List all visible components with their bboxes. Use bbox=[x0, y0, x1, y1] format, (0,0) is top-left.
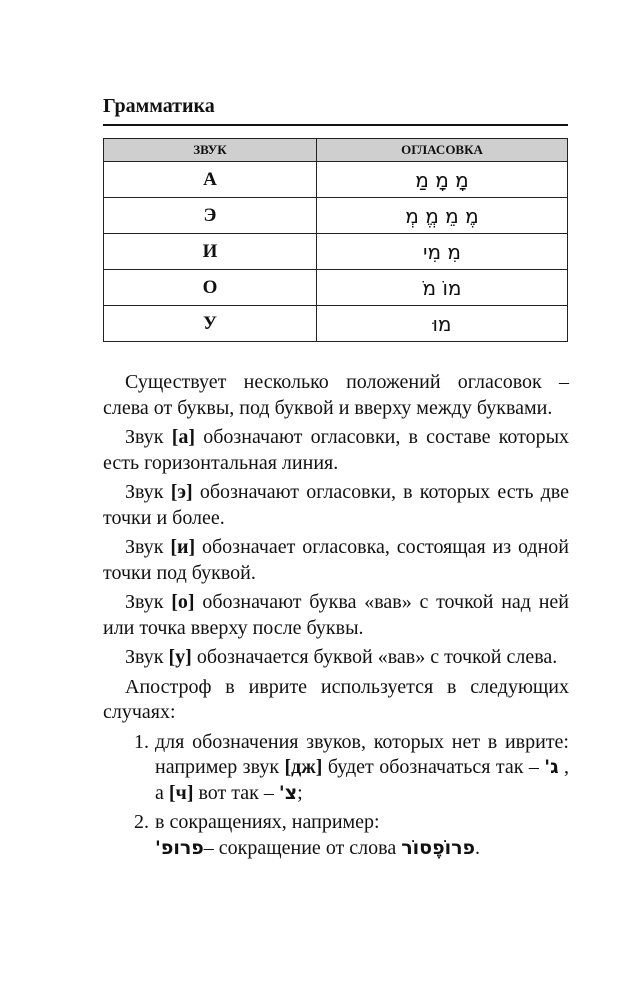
sound-cell: Э bbox=[104, 198, 317, 234]
hebrew-word: פרוֹפֶסוֹר bbox=[401, 836, 476, 859]
table-header-row bbox=[104, 139, 568, 162]
paragraph-text: Звук bbox=[125, 591, 172, 613]
list-number: 1. bbox=[134, 730, 149, 753]
table-row bbox=[104, 234, 568, 270]
hebrew-letter: ג' bbox=[544, 756, 559, 778]
vowel-table bbox=[103, 138, 568, 342]
nikud-cell: מָ מָ מַ bbox=[317, 162, 568, 198]
table-row bbox=[104, 306, 568, 342]
nikud-cell: מוּ bbox=[317, 306, 568, 342]
sound-cell: У bbox=[104, 306, 317, 342]
header-sound: ЗВУК bbox=[104, 139, 317, 162]
list-text: в сокращениях, например: bbox=[155, 811, 380, 833]
paragraph-text: Звук bbox=[125, 426, 172, 448]
header-nikud: ОГЛАСОВКА bbox=[317, 139, 568, 162]
sound-mark: [э] bbox=[170, 481, 193, 503]
body-text bbox=[103, 370, 569, 865]
paragraph-text: Звук bbox=[125, 646, 169, 668]
table-row bbox=[104, 270, 568, 306]
apostrophe-uses-list bbox=[103, 730, 569, 862]
paragraph-positions bbox=[103, 370, 569, 421]
paragraph-text: Звук bbox=[125, 481, 171, 503]
paragraph-sound-e bbox=[103, 480, 569, 531]
sound-mark: [о] bbox=[171, 591, 195, 613]
sound-mark: [и] bbox=[170, 536, 196, 558]
paragraph-sound-o bbox=[103, 590, 569, 641]
paragraph-sound-u bbox=[103, 645, 569, 671]
table-row bbox=[104, 198, 568, 234]
paragraph-sound-i bbox=[103, 535, 569, 586]
sound-cell: О bbox=[104, 270, 317, 306]
nikud-cell: מֶ מֵ מֱ מְ bbox=[317, 198, 568, 234]
sound-cell: И bbox=[104, 234, 317, 270]
hebrew-abbreviation: פרופ' bbox=[155, 836, 204, 859]
section-title: Грамматика bbox=[103, 95, 215, 117]
paragraph-text: Апостроф в иврите используется в следующих случаях: bbox=[103, 675, 569, 723]
list-text: . bbox=[475, 836, 481, 859]
list-item bbox=[103, 730, 569, 807]
paragraph-apostrophe bbox=[103, 675, 569, 726]
list-number: 2. bbox=[134, 811, 149, 833]
list-text: ; bbox=[297, 781, 303, 804]
paragraph-text: обозначают буква «вав» с точкой над ней или точка вверху после буквы. bbox=[103, 591, 570, 639]
table-row bbox=[104, 162, 568, 198]
sound-cell: А bbox=[104, 162, 317, 198]
sound-mark: [а] bbox=[171, 426, 196, 448]
paragraph-text: Существует несколько положений огласовок – слева от буквы, под буквой и вверху между буквами. bbox=[103, 371, 569, 419]
sound-mark: [ч] bbox=[168, 781, 194, 804]
paragraph-text: Звук bbox=[125, 536, 171, 558]
nikud-cell: מוֹ מֹ bbox=[317, 270, 568, 306]
list-text: – сокращение от слова bbox=[203, 836, 402, 859]
paragraph-text: обозначают огласовки, в составе которых есть горизонтальная линия. bbox=[103, 426, 570, 474]
list-text: вот так – bbox=[193, 781, 279, 804]
list-text: , а bbox=[155, 756, 569, 804]
nikud-cell: מִ מִי bbox=[317, 234, 568, 270]
paragraph-text: обозначают огласовки, в которых есть две точки и более. bbox=[103, 481, 570, 529]
list-item bbox=[103, 810, 569, 861]
title-rule bbox=[103, 124, 568, 126]
sound-mark: [у] bbox=[168, 646, 192, 668]
list-text: будет обозначаться так – bbox=[322, 756, 545, 778]
hebrew-letter: צ' bbox=[278, 781, 298, 804]
list-text: для обозначения звуков, которых нет в иврите: например звук bbox=[155, 730, 569, 778]
paragraph-sound-a bbox=[103, 425, 569, 476]
sound-mark: [дж] bbox=[284, 756, 323, 778]
paragraph-text: обозначает огласовка, состоящая из одной точки под буквой. bbox=[103, 536, 569, 584]
paragraph-text: обозначается буквой «вав» с точкой слева. bbox=[191, 646, 558, 668]
